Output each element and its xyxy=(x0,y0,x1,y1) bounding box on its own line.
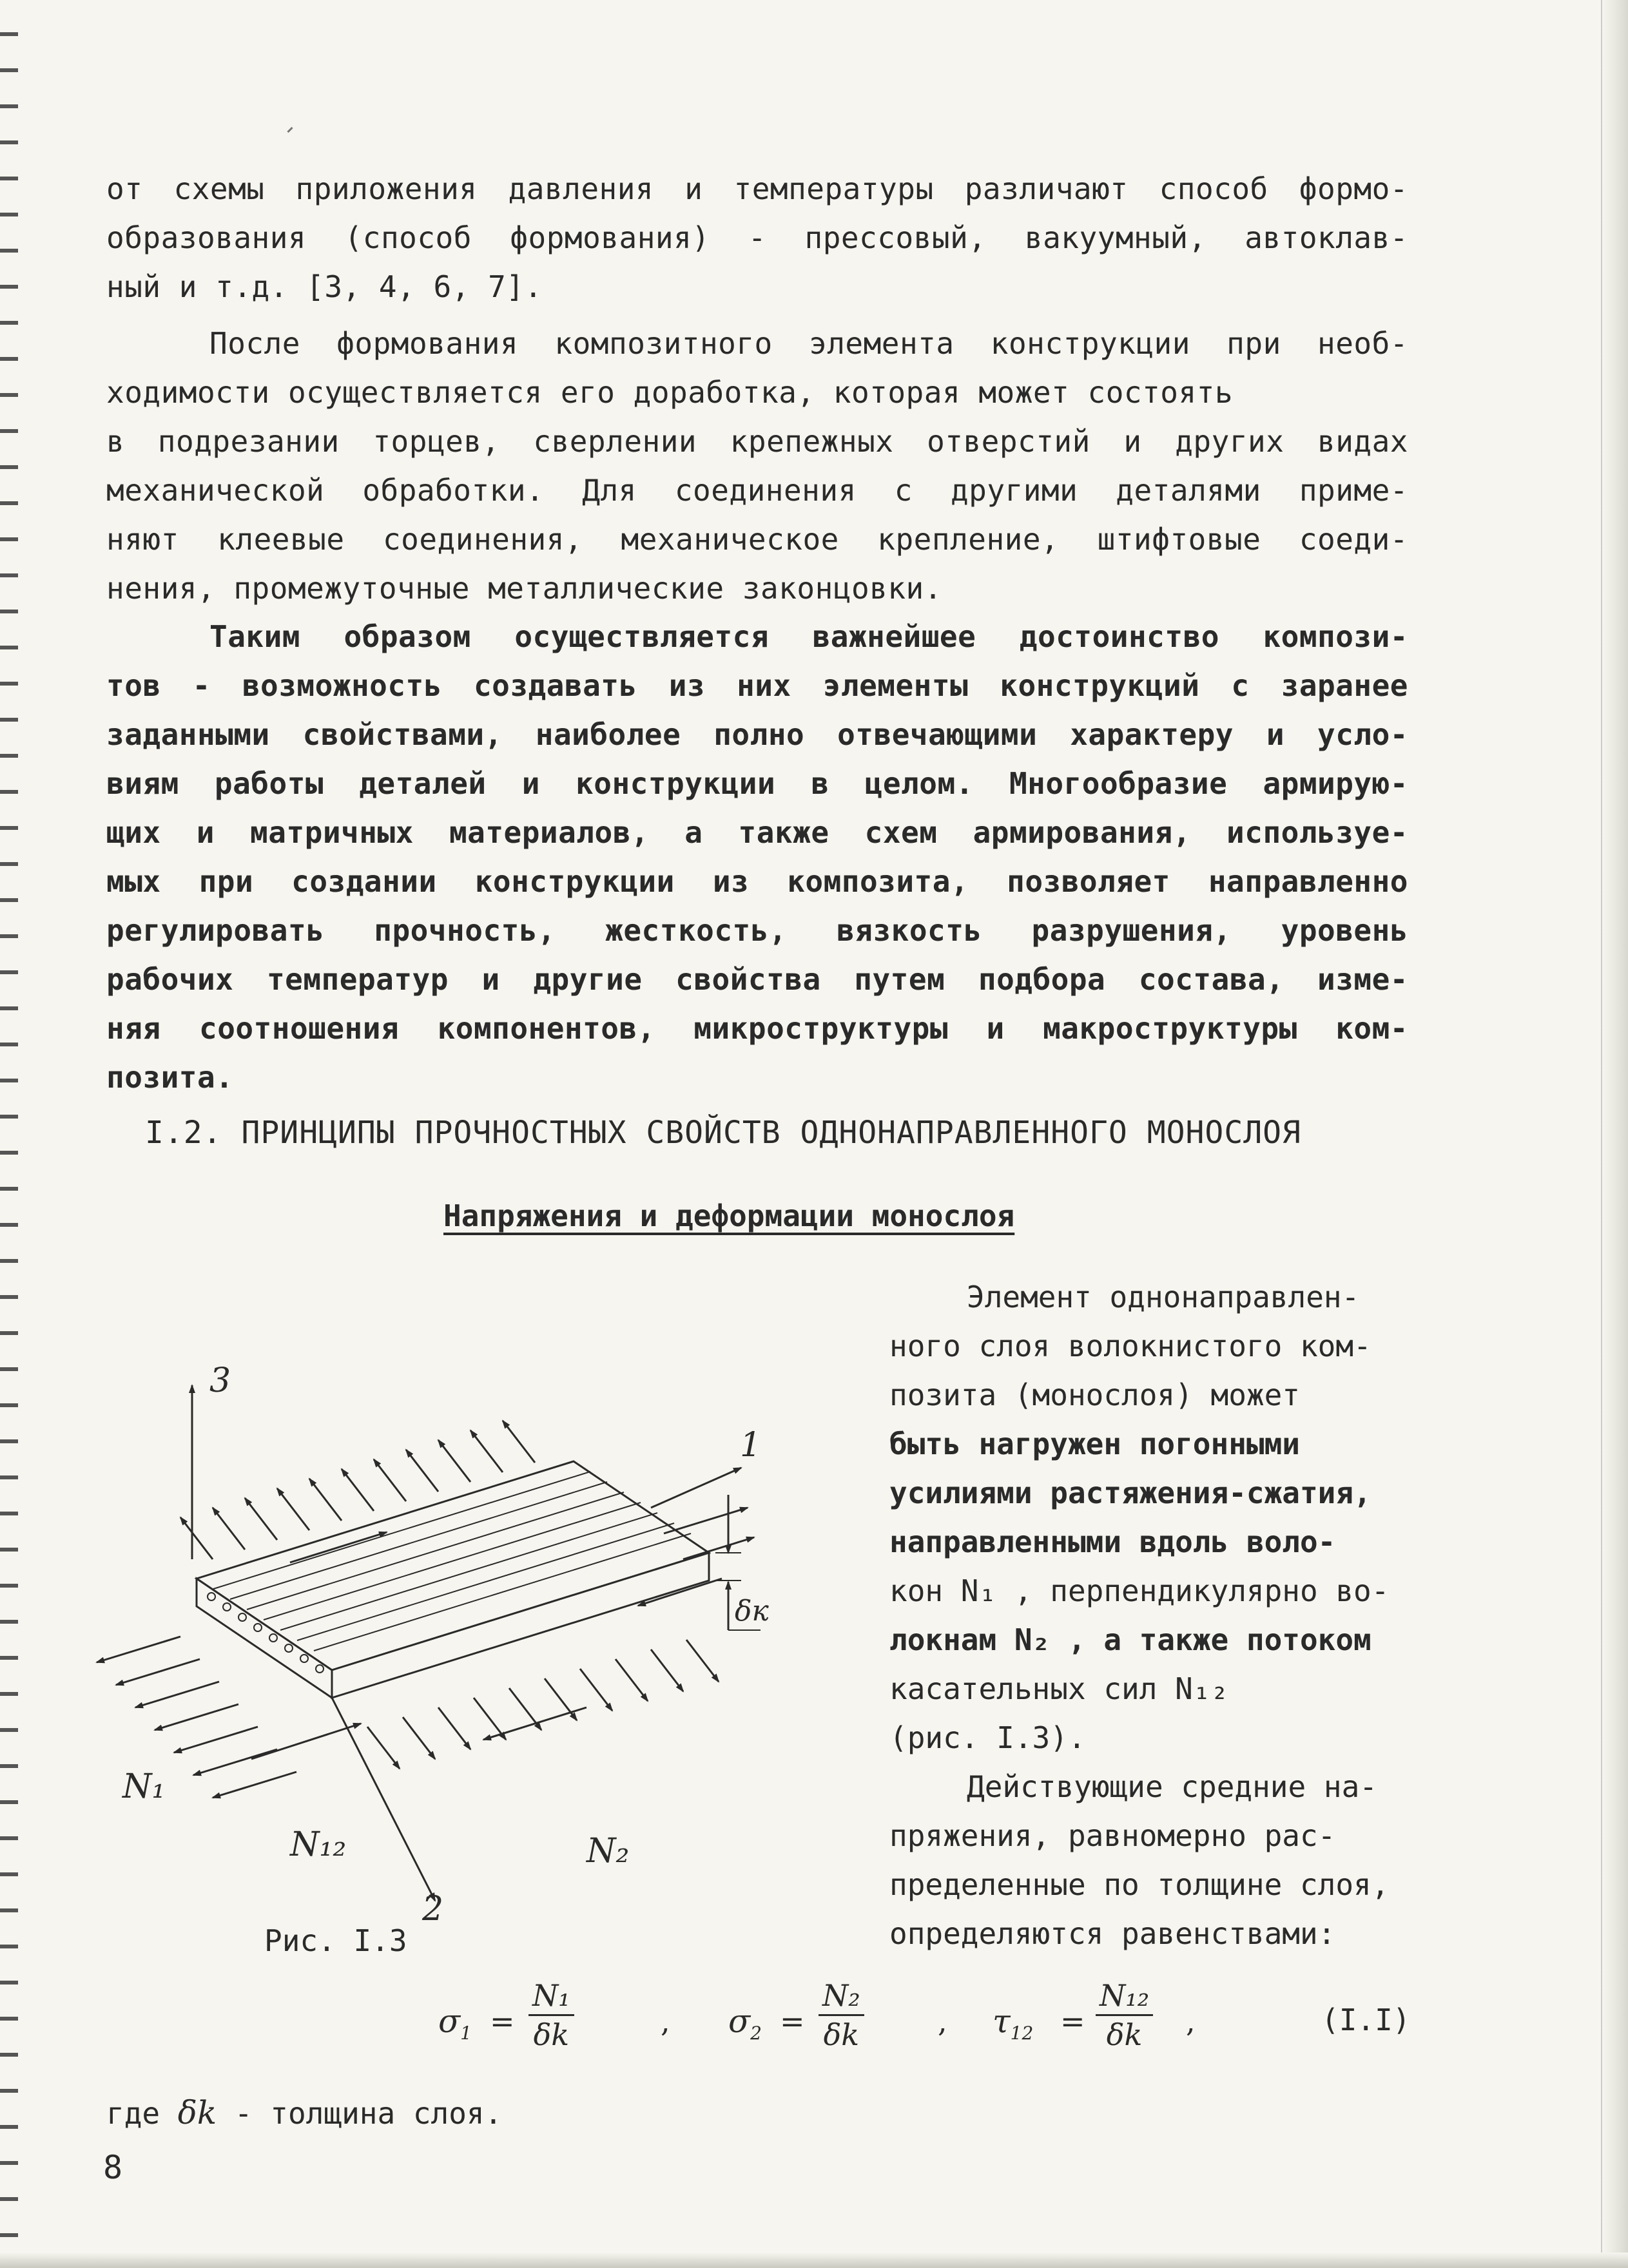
sigma1-symbol xyxy=(438,2003,472,2044)
paragraph-2 xyxy=(106,319,1408,613)
text-line: пределенные по толщине слоя, xyxy=(889,1867,1390,1902)
text-line: направленными вдоль воло- xyxy=(889,1524,1336,1559)
figure-monolayer-element xyxy=(84,1366,812,1920)
formula-I-1 xyxy=(438,1965,1431,2094)
text-line: касательных сил N₁₂ xyxy=(889,1671,1229,1706)
equals-sign: = xyxy=(1060,2004,1085,2039)
text-line: образования (способ формования) - прессовый, вакуумный, автоклав- xyxy=(106,220,1408,255)
axis-3-label: 3 xyxy=(209,1366,231,1400)
page-bottom-shadow xyxy=(0,2253,1628,2268)
text-line: в подрезании торцев, сверлении крепежных отверстий и других видах xyxy=(106,424,1408,459)
text-line: позита. xyxy=(106,1060,234,1095)
section-heading: I.2. ПРИНЦИПЫ ПРОЧНОСТНЫХ СВОЙСТВ ОДНОНАПРАВЛЕННОГО МОНОСЛОЯ xyxy=(145,1115,1301,1151)
axis-2-label: 2 xyxy=(422,1890,444,1920)
right-column-text xyxy=(889,1273,1431,1958)
text-line: Элемент однонаправлен- xyxy=(967,1280,1360,1314)
page-number: 8 xyxy=(103,2149,123,2186)
equation-number: (I.I) xyxy=(1321,2003,1411,2037)
where-word: где xyxy=(106,2096,160,2131)
denominator: δk xyxy=(823,2017,860,2052)
text-line: рабочих температур и другие свойства путем подбора состава, изме- xyxy=(106,962,1408,997)
text-line: кон N₁ , перпендикулярно во- xyxy=(889,1573,1390,1608)
paragraph-3 xyxy=(106,612,1408,1102)
text-line: усилиями растяжения-сжатия, xyxy=(889,1475,1371,1510)
sigma2-text: σ xyxy=(728,2003,751,2040)
text-line: позита (монослоя) может xyxy=(889,1378,1300,1412)
text-line: (рис. I.3). xyxy=(889,1720,1086,1755)
subsection-heading: Напряжения и деформации монослоя xyxy=(443,1198,1015,1233)
text-line: определяются равенствами: xyxy=(889,1916,1336,1951)
fraction-n1 xyxy=(528,1978,574,2052)
text-line: пряжения, равномерно рас- xyxy=(889,1818,1336,1853)
text-line: После формования композитного элемента конструкции при необ- xyxy=(209,326,1408,361)
text-line: от схемы приложения давления и температуры различают способ формо- xyxy=(106,171,1408,206)
text-line: тов - возможность создавать из них элементы конструкций с заранее xyxy=(106,668,1408,703)
thickness-label: δк xyxy=(735,1595,769,1628)
text-line: нения, промежуточные металлические законцовки. xyxy=(106,571,942,606)
sigma2-symbol xyxy=(728,2003,762,2044)
fraction-n12 xyxy=(1096,1978,1153,2052)
text-line: механической обработки. Для соединения с другими деталями приме- xyxy=(106,473,1408,508)
denominator: δk xyxy=(533,2017,570,2052)
n1-label: N₁ xyxy=(122,1767,166,1806)
comma: , xyxy=(1186,2004,1196,2039)
n12-shear-left xyxy=(251,1724,361,1759)
text-line: ный и т.д. [3, 4, 6, 7]. xyxy=(106,269,543,304)
equals-sign: = xyxy=(490,2004,515,2039)
numerator: N₂ xyxy=(822,1978,860,2013)
n12-label: N₁₂ xyxy=(290,1825,347,1864)
text-line: локнам N₂ , а также потоком xyxy=(889,1622,1371,1657)
denominator: δk xyxy=(1106,2017,1143,2052)
tau12-symbol xyxy=(993,2003,1033,2044)
text-line: няют клеевые соединения, механическое крепление, штифтовые соеди- xyxy=(106,522,1408,557)
text-line: щих и матричных материалов, а также схем армирования, используе- xyxy=(106,815,1408,850)
n2-label: N₂ xyxy=(586,1832,630,1870)
numerator: N₁₂ xyxy=(1100,1978,1150,2013)
figure-caption: Рис. I.3 xyxy=(264,1923,407,1958)
tau-subscript: 12 xyxy=(1010,2023,1034,2044)
text-line: виям работы деталей и конструкции в целом. Многообразие армирую- xyxy=(106,766,1408,801)
paragraph-1 xyxy=(106,164,1408,311)
axis-1-label: 1 xyxy=(740,1426,762,1465)
text-line: регулировать прочность, жесткость, вязкость разрушения, уровень xyxy=(106,913,1408,948)
n12-shear-bottom xyxy=(483,1707,586,1740)
sigma1-subscript: 1 xyxy=(460,2023,472,2044)
comma: , xyxy=(661,2004,670,2039)
scan-artifact xyxy=(287,127,293,133)
thickness-symbol: δk xyxy=(177,2094,217,2131)
page-edge-shadow xyxy=(1601,0,1628,2268)
equals-sign: = xyxy=(780,2004,805,2039)
sigma2-subscript: 2 xyxy=(750,2023,762,2044)
numerator: N₁ xyxy=(532,1978,570,2013)
text-line: ного слоя волокнистого ком- xyxy=(889,1329,1371,1363)
monolayer-diagram xyxy=(84,1366,812,1920)
symbol-definition xyxy=(106,2094,502,2131)
fraction-n2 xyxy=(819,1978,864,2052)
sigma1-text: σ xyxy=(438,2003,461,2040)
comma: , xyxy=(938,2004,947,2039)
text-line: Действующие средние на- xyxy=(967,1769,1377,1804)
definition-text: - толщина слоя. xyxy=(234,2096,503,2131)
text-line: ходимости осуществляется его доработка, которая может состоять xyxy=(106,375,1234,410)
tau-text: τ xyxy=(993,2003,1011,2040)
text-line: няя соотношения компонентов, микроструктуры и макроструктуры ком- xyxy=(106,1011,1408,1046)
text-line: Таким образом осуществляется важнейшее достоинство компози- xyxy=(209,619,1408,654)
text-line: мых при создании конструкции из композита, позволяет направленно xyxy=(106,864,1408,899)
text-line: быть нагружен погонными xyxy=(889,1427,1300,1461)
text-line: заданными свойствами, наиболее полно отвечающими характеру и усло- xyxy=(106,717,1408,752)
binding-edge xyxy=(0,0,18,2268)
